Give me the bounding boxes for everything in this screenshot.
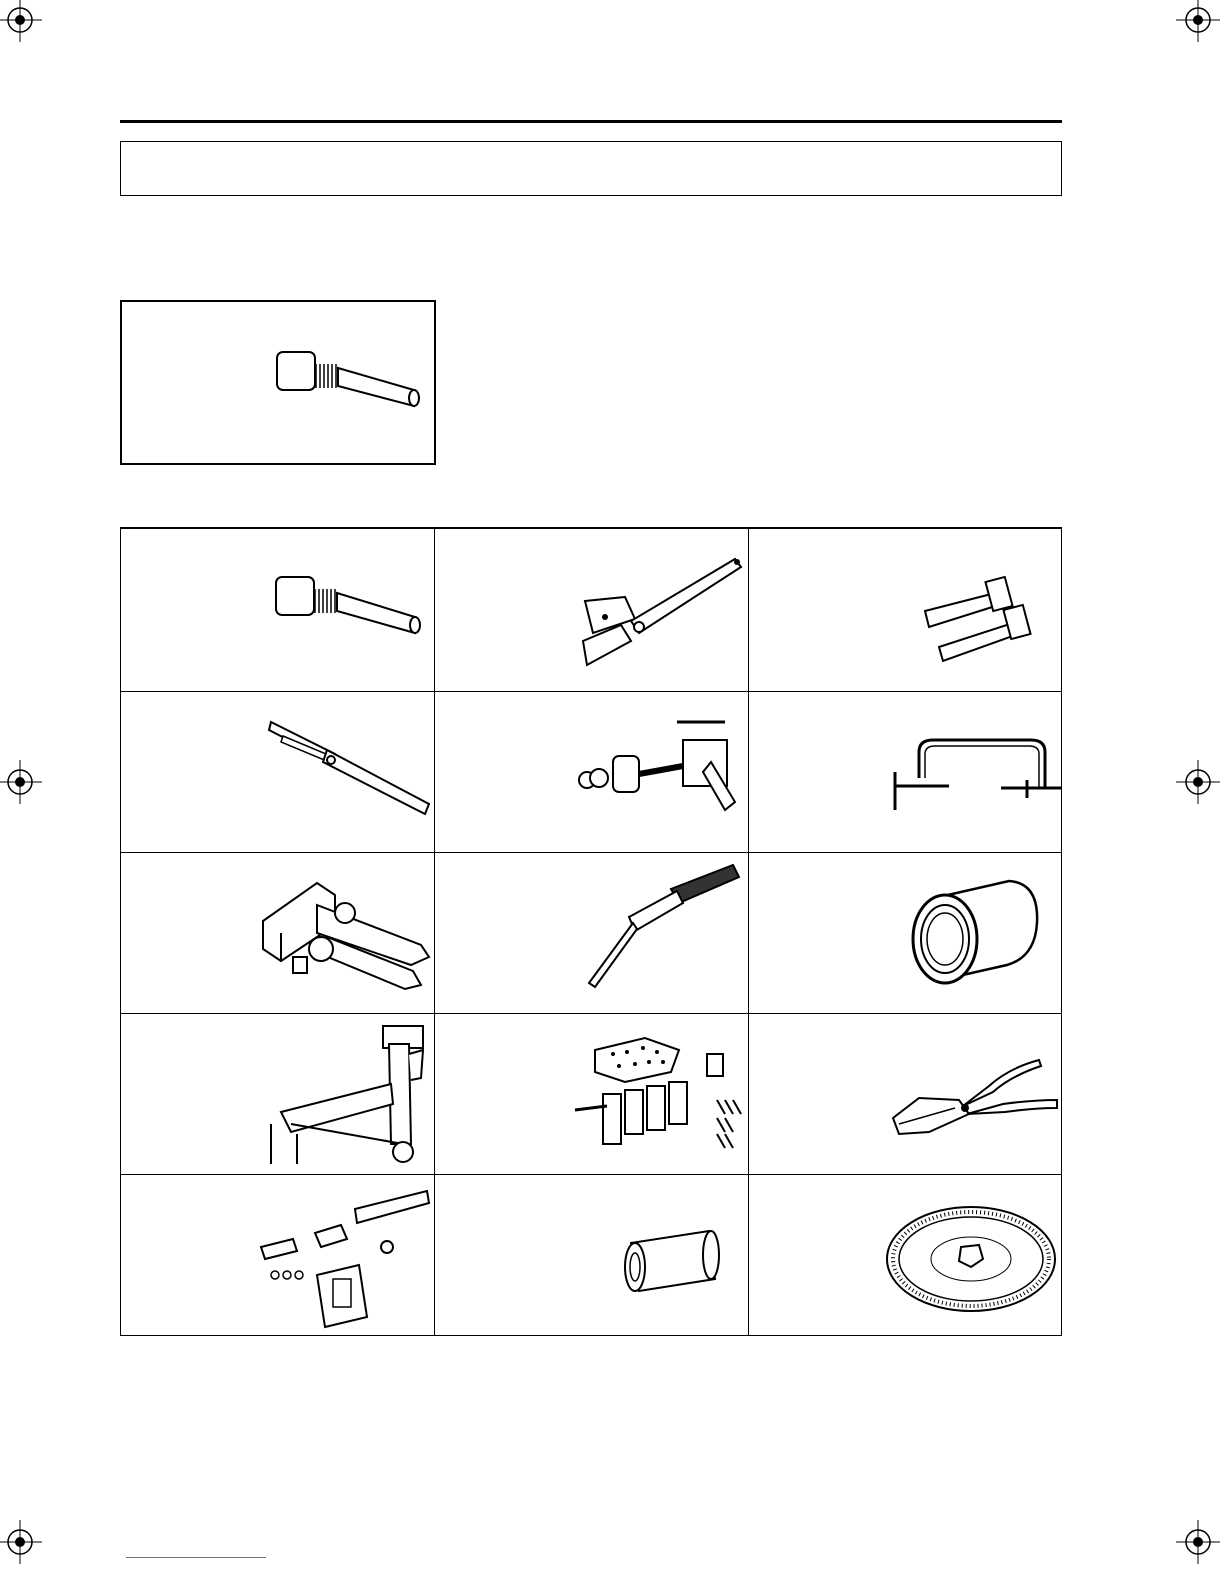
- degree-wheel-icon: [749, 1175, 1061, 1335]
- installer-kit-icon: [121, 1175, 435, 1335]
- hose-pliers-icon: [749, 1014, 1061, 1175]
- tool-cell: [435, 853, 749, 1014]
- tool-cell: [749, 529, 1061, 692]
- pulley-holder-icon: [435, 529, 749, 692]
- valve-spring-compressor-icon: [749, 692, 1061, 853]
- registration-mark-icon: [1176, 760, 1220, 804]
- registration-mark-icon: [0, 760, 42, 804]
- tool-cell: [749, 853, 1061, 1014]
- tool-cell: [121, 1014, 435, 1175]
- registration-mark-icon: [0, 0, 42, 42]
- tool-cell: [121, 529, 435, 692]
- drift-handle-icon: [435, 853, 749, 1014]
- support-plate-kit-icon: [435, 1014, 749, 1175]
- tool-cell: [121, 853, 435, 1014]
- registration-mark-icon: [1176, 1520, 1220, 1564]
- tool-cell: [435, 692, 749, 853]
- registration-mark-icon: [1176, 0, 1220, 42]
- clamp-puller-icon: [121, 853, 435, 1014]
- crankshaft-holding-pin-icon: [121, 529, 435, 692]
- tools-grid: [120, 527, 1062, 1336]
- tool-cell: [749, 692, 1061, 853]
- tool-cell: [121, 692, 435, 853]
- puller-icon: [435, 692, 749, 853]
- crankshaft-holding-pin-icon: [122, 302, 434, 463]
- engine-stand-icon: [121, 1014, 435, 1175]
- sleeve-icon: [435, 1175, 749, 1335]
- header-rule: [120, 120, 1062, 123]
- tool-cell: [435, 1175, 749, 1335]
- tool-box-crankshaft-holding-pin: [120, 300, 436, 465]
- footer-line: [126, 1557, 266, 1558]
- registration-mark-icon: [0, 1520, 42, 1564]
- tool-cell: [435, 529, 749, 692]
- tool-cell: [121, 1175, 435, 1335]
- bearing-installer-icon: [749, 853, 1061, 1014]
- tool-cell: [749, 1175, 1061, 1335]
- tool-cell: [749, 1014, 1061, 1175]
- pins-icon: [749, 529, 1061, 692]
- tool-cell: [435, 1014, 749, 1175]
- holder-wrench-icon: [121, 692, 435, 853]
- header-box: [120, 141, 1062, 196]
